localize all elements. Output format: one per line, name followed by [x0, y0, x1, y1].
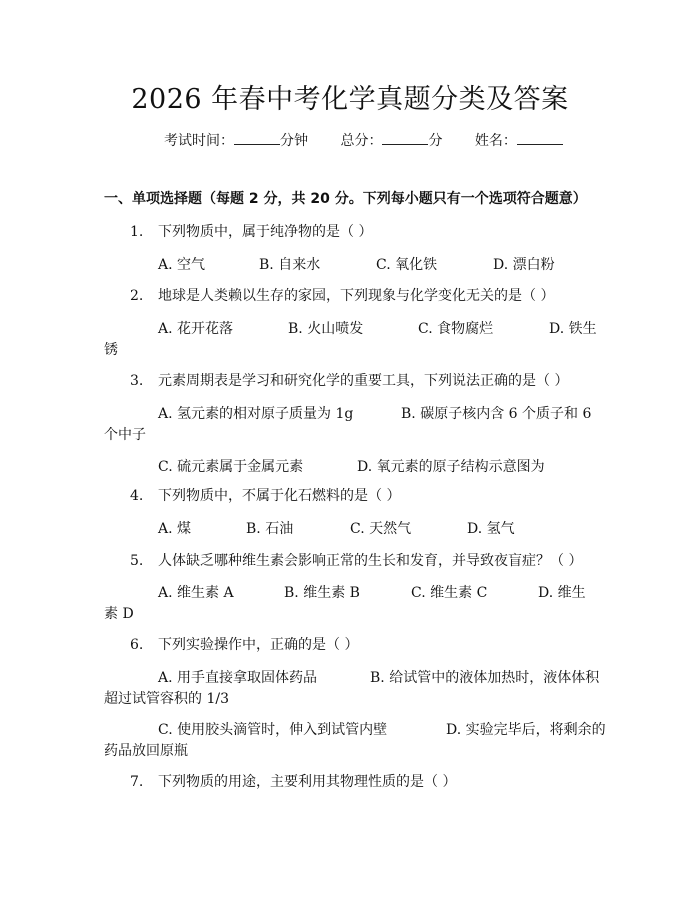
option-a: A. 空气	[158, 257, 206, 273]
exam-meta	[164, 131, 591, 151]
option-b-continued: 个中子	[104, 427, 146, 443]
question-number: 4.	[130, 488, 144, 504]
question-stem: 下列实验操作中，正确的是（ ）	[158, 637, 359, 653]
question-stem: 元素周期表是学习和研究化学的重要工具，下列说法正确的是（ ）	[158, 373, 569, 389]
question-number: 5.	[130, 553, 144, 569]
question-stem: 人体缺乏哪种维生素会影响正常的生长和发育，并导致夜盲症？（ ）	[158, 553, 583, 569]
question-6	[130, 635, 358, 655]
option-c: C. 氧化铁	[376, 257, 438, 273]
question-stem: 地球是人类赖以生存的家园，下列现象与化学变化无关的是（ ）	[158, 288, 555, 304]
option-c: C. 使用胶头滴管时，伸入到试管内壁	[158, 722, 388, 738]
question-1	[130, 222, 372, 242]
name-blank	[517, 131, 563, 145]
name-field	[475, 131, 563, 151]
option-b: B. 石油	[246, 521, 294, 537]
question-number: 6.	[130, 637, 144, 653]
name-label: 姓名：	[474, 133, 517, 149]
time-unit: 分钟	[280, 133, 308, 149]
score-field	[340, 131, 442, 151]
question-stem: 下列物质中，属于纯净物的是（ ）	[158, 224, 373, 240]
question-5	[130, 551, 582, 571]
question-number: 3.	[130, 373, 144, 389]
question-number: 7.	[130, 774, 144, 790]
option-d: D. 漂白粉	[493, 257, 555, 273]
option-d-continued: 药品放回原瓶	[104, 743, 188, 759]
option-d: D. 氢气	[467, 521, 515, 537]
option-a: A. 花开花落	[158, 321, 234, 337]
question-stem: 下列物质中，不属于化石燃料的是（ ）	[158, 488, 401, 504]
option-c: C. 天然气	[350, 521, 412, 537]
option-d: D. 铁生	[549, 321, 597, 337]
option-b-continued: 超过试管容积的 1/3	[104, 691, 229, 707]
option-c: C. 维生素 C	[411, 585, 488, 601]
option-b: B. 火山喷发	[288, 321, 364, 337]
option-b: B. 碳原子核内含 6 个质子和 6	[401, 406, 592, 422]
option-d-continued: 锈	[104, 342, 118, 358]
section-heading: 一、单项选择题（每题 2 分，共 20 分。下列每小题只有一个选项符合题意）	[104, 191, 587, 207]
question-4	[130, 486, 400, 506]
option-d-continued: 素 D	[104, 606, 134, 622]
score-blank	[382, 131, 428, 145]
option-a: A. 煤	[158, 521, 192, 537]
option-b: B. 自来水	[259, 257, 321, 273]
option-d: D. 实验完毕后，将剩余的	[446, 722, 606, 738]
page-title: 2026 年春中考化学真题分类及答案	[131, 84, 569, 115]
question-number: 2.	[130, 288, 144, 304]
time-label: 考试时间：	[164, 133, 234, 149]
question-stem: 下列物质的用途，主要利用其物理性质的是（ ）	[158, 774, 457, 790]
option-d: D. 维生	[538, 585, 586, 601]
option-a: A. 用手直接拿取固体药品	[158, 670, 318, 686]
question-7	[130, 772, 456, 792]
option-b: B. 给试管中的液体加热时，液体体积	[370, 670, 600, 686]
option-d: D. 氧元素的原子结构示意图为	[357, 459, 545, 475]
question-3	[130, 371, 568, 391]
option-c: C. 硫元素属于金属元素	[158, 459, 304, 475]
option-a: A. 维生素 A	[158, 585, 234, 601]
question-number: 1.	[130, 224, 144, 240]
score-unit: 分	[428, 133, 443, 149]
option-b: B. 维生素 B	[284, 585, 360, 601]
option-c: C. 食物腐烂	[418, 321, 494, 337]
time-blank	[234, 131, 280, 145]
score-label: 总分：	[340, 133, 383, 149]
option-a: A. 氢元素的相对原子质量为 1g	[158, 406, 354, 422]
question-2	[130, 286, 554, 306]
time-field	[164, 131, 308, 151]
